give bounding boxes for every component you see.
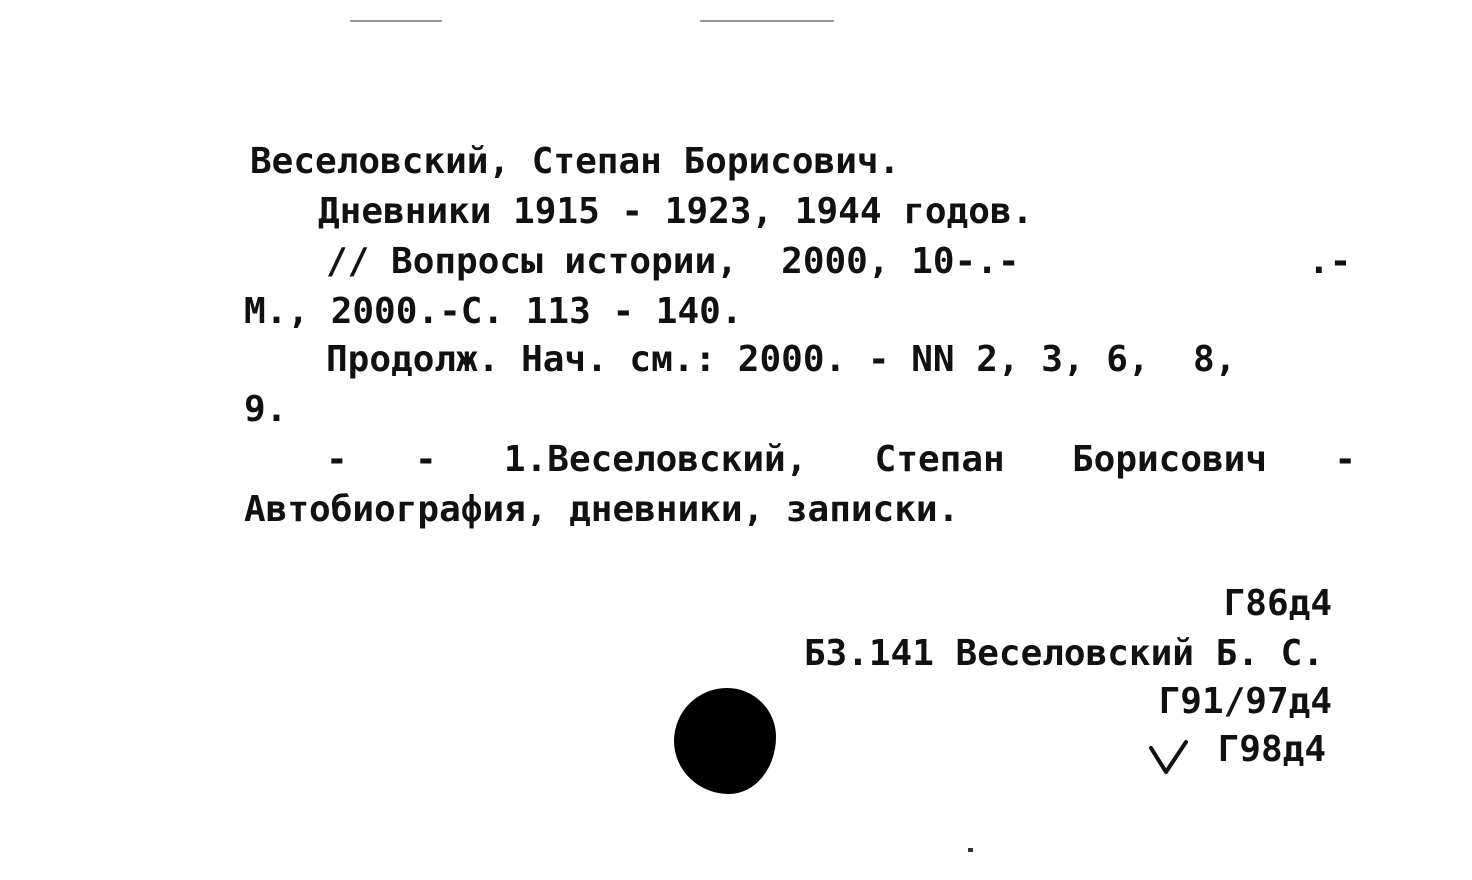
continuation-line-2: 9.: [244, 389, 288, 430]
scan-speck-left: [350, 20, 442, 22]
call-number-1: Г86д4: [1223, 583, 1332, 624]
call-number-2: Г91/97д4: [1158, 681, 1332, 722]
shelf-mark: Б3.141 Веселовский Б. С.: [803, 633, 1324, 674]
author-heading: Веселовский, Степан Борисович.: [250, 141, 901, 182]
call-number-3: Г98д4: [1217, 729, 1326, 770]
subject-line-2: Автобиография, дневники, записки.: [244, 489, 960, 530]
source-line-1: // Вопросы истории, 2000, 10-.-: [326, 241, 1020, 282]
scan-speck-right: [700, 20, 834, 22]
checkmark-icon: [1148, 738, 1190, 776]
ink-blot-mark: [674, 688, 776, 794]
scan-speck-bottom: [968, 848, 973, 852]
source-line-1-tail: .-: [1308, 241, 1352, 282]
subject-line-1: - - 1.Веселовский, Степан Борисович -: [326, 439, 1356, 480]
source-line-2: М., 2000.-С. 113 - 140.: [244, 291, 743, 332]
continuation-line-1: Продолж. Нач. см.: 2000. - NN 2, 3, 6, 8,: [326, 339, 1237, 380]
title-line: Дневники 1915 - 1923, 1944 годов.: [318, 191, 1034, 232]
